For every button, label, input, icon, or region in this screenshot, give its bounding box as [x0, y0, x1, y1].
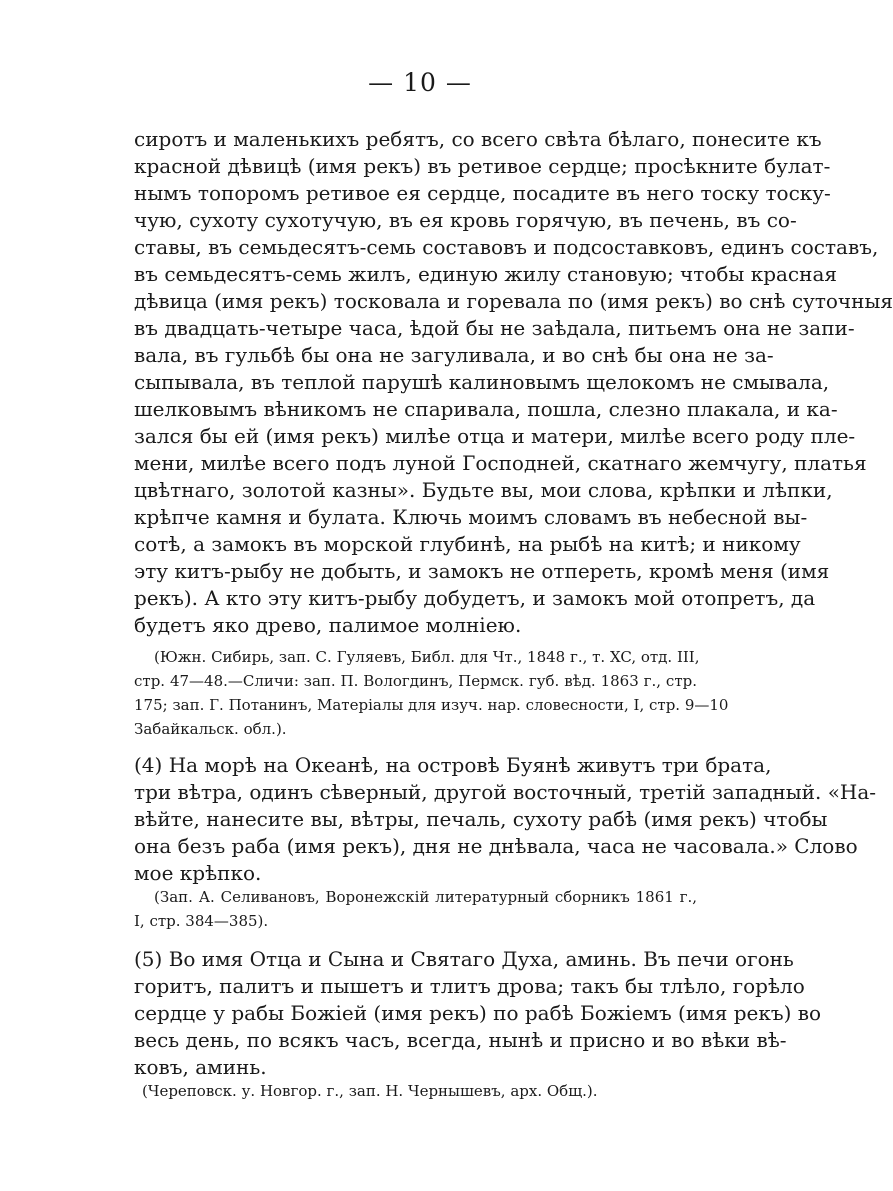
source-line: стр. 47—48.—Сличи: зап. П. Вологдинъ, Пермск. губ. вѣд. 1863 г., стр. [134, 672, 697, 690]
source-line: Забайкальск. обл.). [134, 720, 287, 738]
source-line: (Зап. А. Селивановъ, Воронежскій литературный сборникъ 1861 г., [154, 888, 697, 906]
source-line: 175; зап. Г. Потанинъ, Матеріалы для изуч. нар. словесности, I, стр. 9—10 [134, 696, 729, 714]
text-line: эту китъ-рыбу не добыть, и замокъ не отпереть, кромѣ меня (имя [134, 559, 830, 583]
text-line: сотѣ, а замокъ въ морской глубинѣ, на рыбѣ на китѣ; и никому [134, 532, 801, 556]
text-line: мени, милѣе всего подъ луной Господней, скатнаго жемчугу, платья [134, 451, 867, 475]
text-line: вѣйте, нанесите вы, вѣтры, печаль, сухоту рабѣ (имя рекъ) чтобы [134, 807, 828, 831]
text-line: (4) На морѣ на Океанѣ, на островѣ Буянѣ живутъ три брата, [134, 753, 772, 777]
page-number: — 10 — [368, 68, 472, 97]
text-line: въ семьдесятъ-семь жилъ, единую жилу становую; чтобы красная [134, 262, 837, 286]
source-line: I, стр. 384—385). [134, 912, 269, 930]
text-line: крѣпче камня и булата. Ключь моимъ словамъ въ небесной вы- [134, 505, 808, 529]
text-line: цвѣтнаго, золотой казны». Будьте вы, мои слова, крѣпки и лѣпки, [134, 478, 833, 502]
text-line: сердце у рабы Божіей (имя рекъ) по рабѣ Божіемъ (имя рекъ) во [134, 1001, 822, 1025]
text-line: красной дѣвицѣ (имя рекъ) въ ретивое сердце; просѣкните булат- [134, 154, 831, 178]
source-line: (Череповск. у. Новгор. г., зап. Н. Чернышевъ, арх. Общ.). [142, 1082, 598, 1100]
text-line: рекъ). А кто эту китъ-рыбу добудетъ, и замокъ мой отопретъ, да [134, 586, 816, 610]
text-line: нымъ топоромъ ретивое ея сердце, посадите въ него тоску тоску- [134, 181, 831, 205]
text-line: ставы, въ семьдесятъ-семь составовъ и подсоставковъ, единъ составъ, [134, 235, 879, 259]
text-line: въ двадцать-четыре часа, ѣдой бы не заѣдала, питьемъ она не запи- [134, 316, 855, 340]
text-line: сиротъ и маленькихъ ребятъ, со всего свѣта бѣлаго, понесите къ [134, 127, 822, 151]
text-line: шелковымъ вѣникомъ не спаривала, пошла, слезно плакала, и ка- [134, 397, 838, 421]
text-line: горитъ, палитъ и пышетъ и тлитъ дрова; такъ бы тлѣло, горѣло [134, 974, 805, 998]
text-line: зался бы ей (имя рекъ) милѣе отца и матери, милѣе всего роду пле- [134, 424, 856, 448]
text-line: мое крѣпко. [134, 861, 262, 885]
text-line: чую, сухоту сухотучую, въ ея кровь горячую, въ печень, въ со- [134, 208, 797, 232]
text-line: дѣвица (имя рекъ) тосковала и горевала по (имя рекъ) во снѣ суточныя [134, 289, 893, 313]
text-line: вала, въ гульбѣ бы она не загуливала, и во снѣ бы она не за- [134, 343, 774, 367]
text-line: будетъ яко древо, палимое молніею. [134, 613, 522, 637]
text-line: ковъ, аминь. [134, 1055, 267, 1079]
text-line: (5) Во имя Отца и Сына и Святаго Духа, аминь. Въ печи огонь [134, 947, 794, 971]
text-line: весь день, по всякъ часъ, всегда, нынѣ и присно и во вѣки вѣ- [134, 1028, 787, 1052]
text-line: она безъ раба (имя рекъ), дня не днѣвала, часа не часовала.» Слово [134, 834, 858, 858]
text-line: три вѣтра, одинъ сѣверный, другой восточный, третій западный. «На- [134, 780, 877, 804]
text-line: сыпывала, въ теплой парушѣ калиновымъ щелокомъ не смывала, [134, 370, 830, 394]
source-line: (Южн. Сибирь, зап. С. Гуляевъ, Библ. для Чт., 1848 г., т. XC, отд. III, [154, 648, 700, 666]
